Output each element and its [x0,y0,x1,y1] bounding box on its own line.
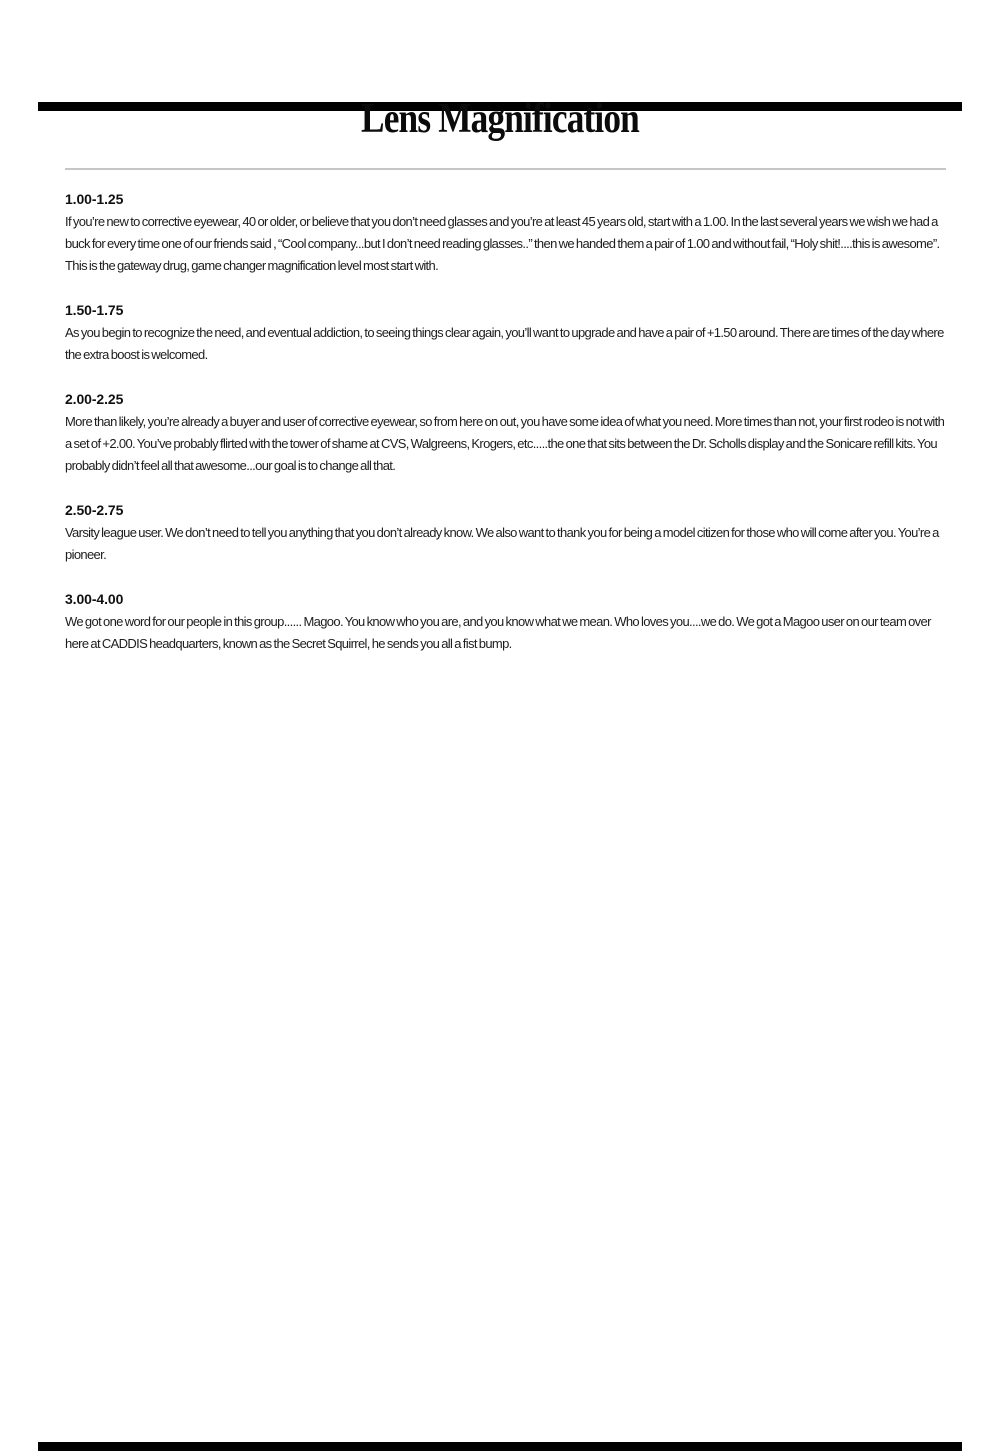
section-body: As you begin to recognize the need, and eventual addiction, to seeing things clear again, you’ll want to upgrade and have a pair of +1.50 around. There are times of the day where the extra boost is welcomed. [65,325,944,362]
magnification-section-2 [65,303,946,366]
magnification-section-5 [65,592,946,655]
section-heading: 1.50-1.75 [65,302,124,318]
section-body: Varsity league user. We don’t need to tell you anything that you don’t already know. We also want to thank you for being a model citizen for those who will come after you. You’re a pioneer. [65,525,939,562]
section-heading: 2.50-2.75 [65,502,124,518]
magnification-section-1 [65,192,946,277]
section-heading: 3.00-4.00 [65,591,124,607]
magnification-section-4 [65,503,946,566]
section-body: If you’re new to corrective eyewear, 40 or older, or believe that you don’t need glasses and you’re at least 45 years old, start with a 1.00. In the last several years we wish we had a buck for every time one of our friends said , “Cool company...but I don’t need reading glasses..” then we handed them a pair of 1.00 and without fail, “Holy shit!....this is awesome”. This is the gateway drug, game changer magnification level most start with. [65,214,940,273]
section-heading: 1.00-1.25 [65,191,124,207]
bottom-border-bar [38,1442,962,1451]
magnification-section-3 [65,392,946,477]
title-divider [65,168,946,170]
section-body: We got one word for our people in this group...... Magoo. You know who you are, and you know what we mean. Who loves you....we do. We got a Magoo user on our team over here at CADDIS headquarters, known as the Secret Squirrel, he sends you all a fist bump. [65,614,931,651]
section-body: More than likely, you’re already a buyer and user of corrective eyewear, so from here on out, you have some idea of what you need. More times than not, your first rodeo is not with a set of +2.00. You’ve probably flirted with the tower of shame at CVS, Walgreens, Krogers, etc.....the one that sits between the Dr. Scholls display and the Sonicare refill kits. You probably didn’t feel all that awesome...our goal is to change all that. [65,414,945,473]
page-title: Lens Magnification [361,96,639,142]
section-heading: 2.00-2.25 [65,391,124,407]
lens-magnification-content [65,192,946,655]
